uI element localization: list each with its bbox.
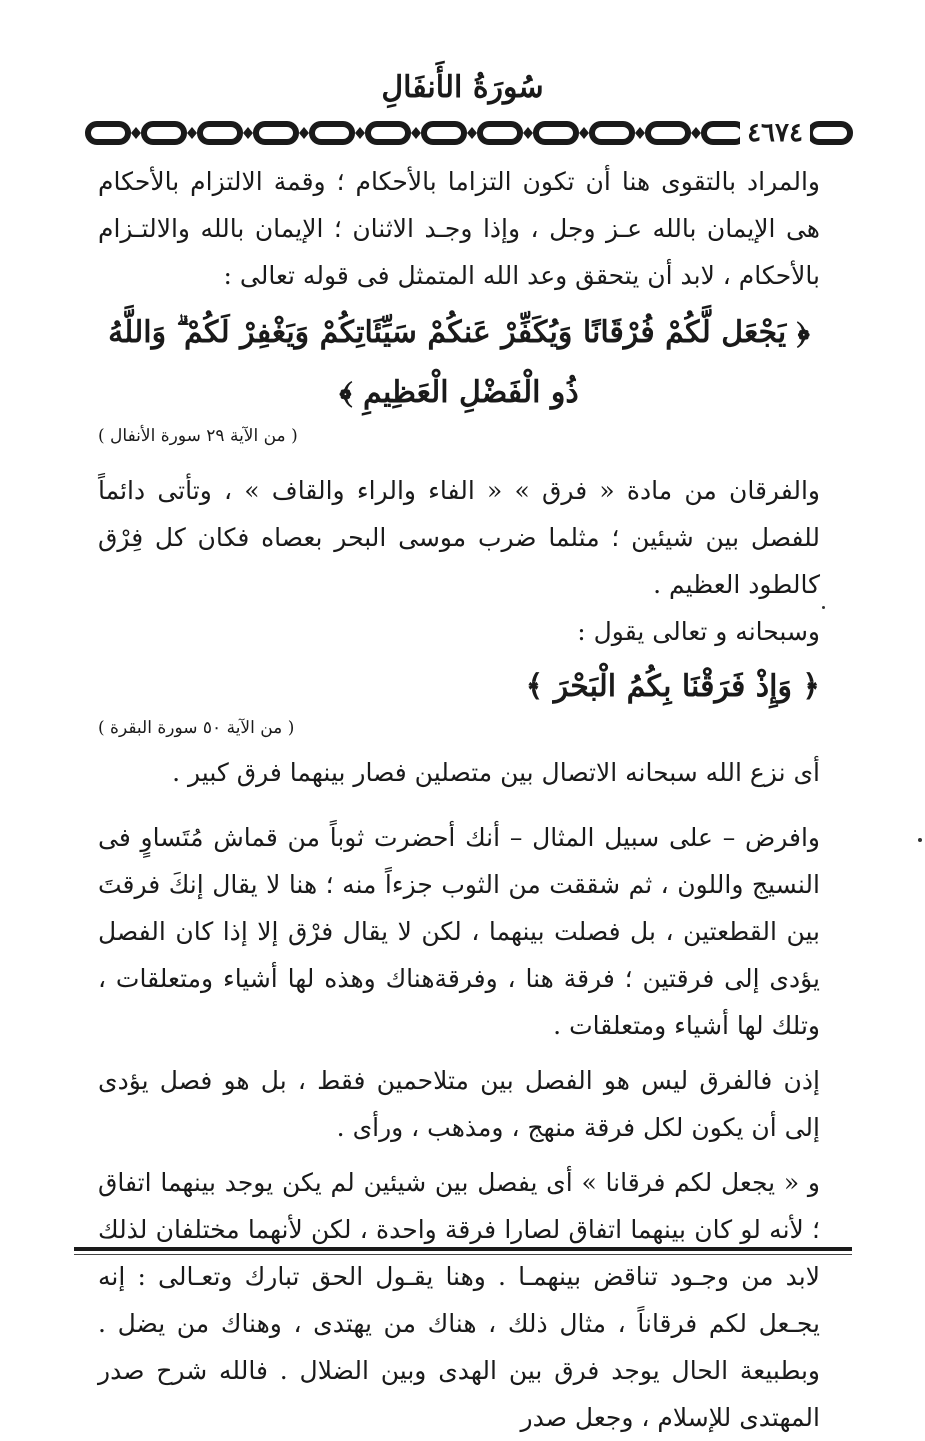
paragraph: والفرقان من مادة « فرق » « الفاء والراء والقاف » ، وتأتى دائماً للفصل بين شيئين ؛ مثلما ضرب موسى البحر بعصاه فكان كل فِرْق كالطود العظيم .: [98, 476, 820, 599]
paragraph: وافرض – على سبيل المثال – أنك أحضرت ثوباً من قماش مُتَساوٍ فى النسيج واللون ، ثم شققت من الثوب جزءاً منه ؛ هنا لا يقال إنكَ فرقتَ بين القطعتين ، بل فصلت بينهما ، لكن لا يقال فرْق إلا إذا كان الفصل يؤدى إلى فرقتين ؛ فرقة هنا ، وفرقةهناك وهذه لها أشياء ومتعلقات ، وتلك لها أشياء ومتعلقات .: [98, 823, 820, 1040]
page-number: ٤٦٧٤: [740, 116, 810, 150]
margin-speck: [918, 838, 922, 842]
margin-speck: [822, 606, 825, 609]
quran-verse: ﴿ وَإِذْ فَرَقْنَا بِكُمُ الْبَحْرَ ﴾: [525, 669, 820, 704]
paragraph: و « يجعل لكم فرقانا » أى يفصل بين شيئين لم يكن يوجد بينهما اتفاق ؛ لأنه لو كان بينهما اتفاق لصارا فرقة واحدة ، لكن لأنهما مختلفان لذلك لابد من وجـود تناقض بينهمـا . وهنا يقـول الحق تبارك وتعـالى : إنه يجـعل لكم فرقاناً ، مثال ذلك ، هناك من يهتدى ، وهناك من يضل . وبطبيعة الحال يوجد فرق بين الهدى وبين الضلال . فالله شرح صدر المهتدى للإسلام ، وجعل صدر: [98, 1168, 820, 1432]
paragraph: والمراد بالتقوى هنا أن تكون التزاما بالأحكام ؛ وقمة الالتزام بالأحكام هى الإيمان بالله عـز وجل ، وإذا وجـد الاثنان ؛ الإيمان بالله والالتـزام بالأحكام ، لابد أن يتحقق وعد الله المتمثل فى قوله تعالى :: [98, 167, 820, 290]
verse-citation: [98, 715, 820, 741]
paragraph: إذن فالفرق ليس هو الفصل بين متلاحمين فقط ، بل هو فصل يؤدى إلى أن يكون لكل فرقة منهج ، ومذهب ، ورأى .: [98, 1066, 820, 1142]
verse-citation: [98, 423, 820, 449]
surah-title: سُورَةُ الأَنفَالِ: [381, 70, 544, 105]
quran-verse: ﴿ يَجْعَل لَّكُمْ فُرْقَانًا وَيُكَفِّرْ عَنكُمْ سَيِّئَاتِكُمْ وَيَغْفِرْ لَكُمْ ۗ وَاللَّهُ ذُو الْفَضْلِ الْعَظِيمِ ﴾: [108, 315, 810, 410]
citation-text: ( من الآية ٥٠ سورة البقرة ): [98, 718, 295, 738]
header-ornament-border: [84, 116, 854, 150]
chain-ornament-icon: [84, 116, 854, 150]
paragraph: وسبحانه و تعالى يقول :: [577, 617, 820, 646]
footer-rule-thin: [74, 1254, 852, 1255]
citation-text: ( من الآية ٢٩ سورة الأنفال ): [98, 426, 298, 446]
paragraph: أى نزع الله سبحانه الاتصال بين متصلين فصار بينهما فرق كبير .: [172, 758, 820, 787]
footer-rule: [74, 1247, 852, 1251]
